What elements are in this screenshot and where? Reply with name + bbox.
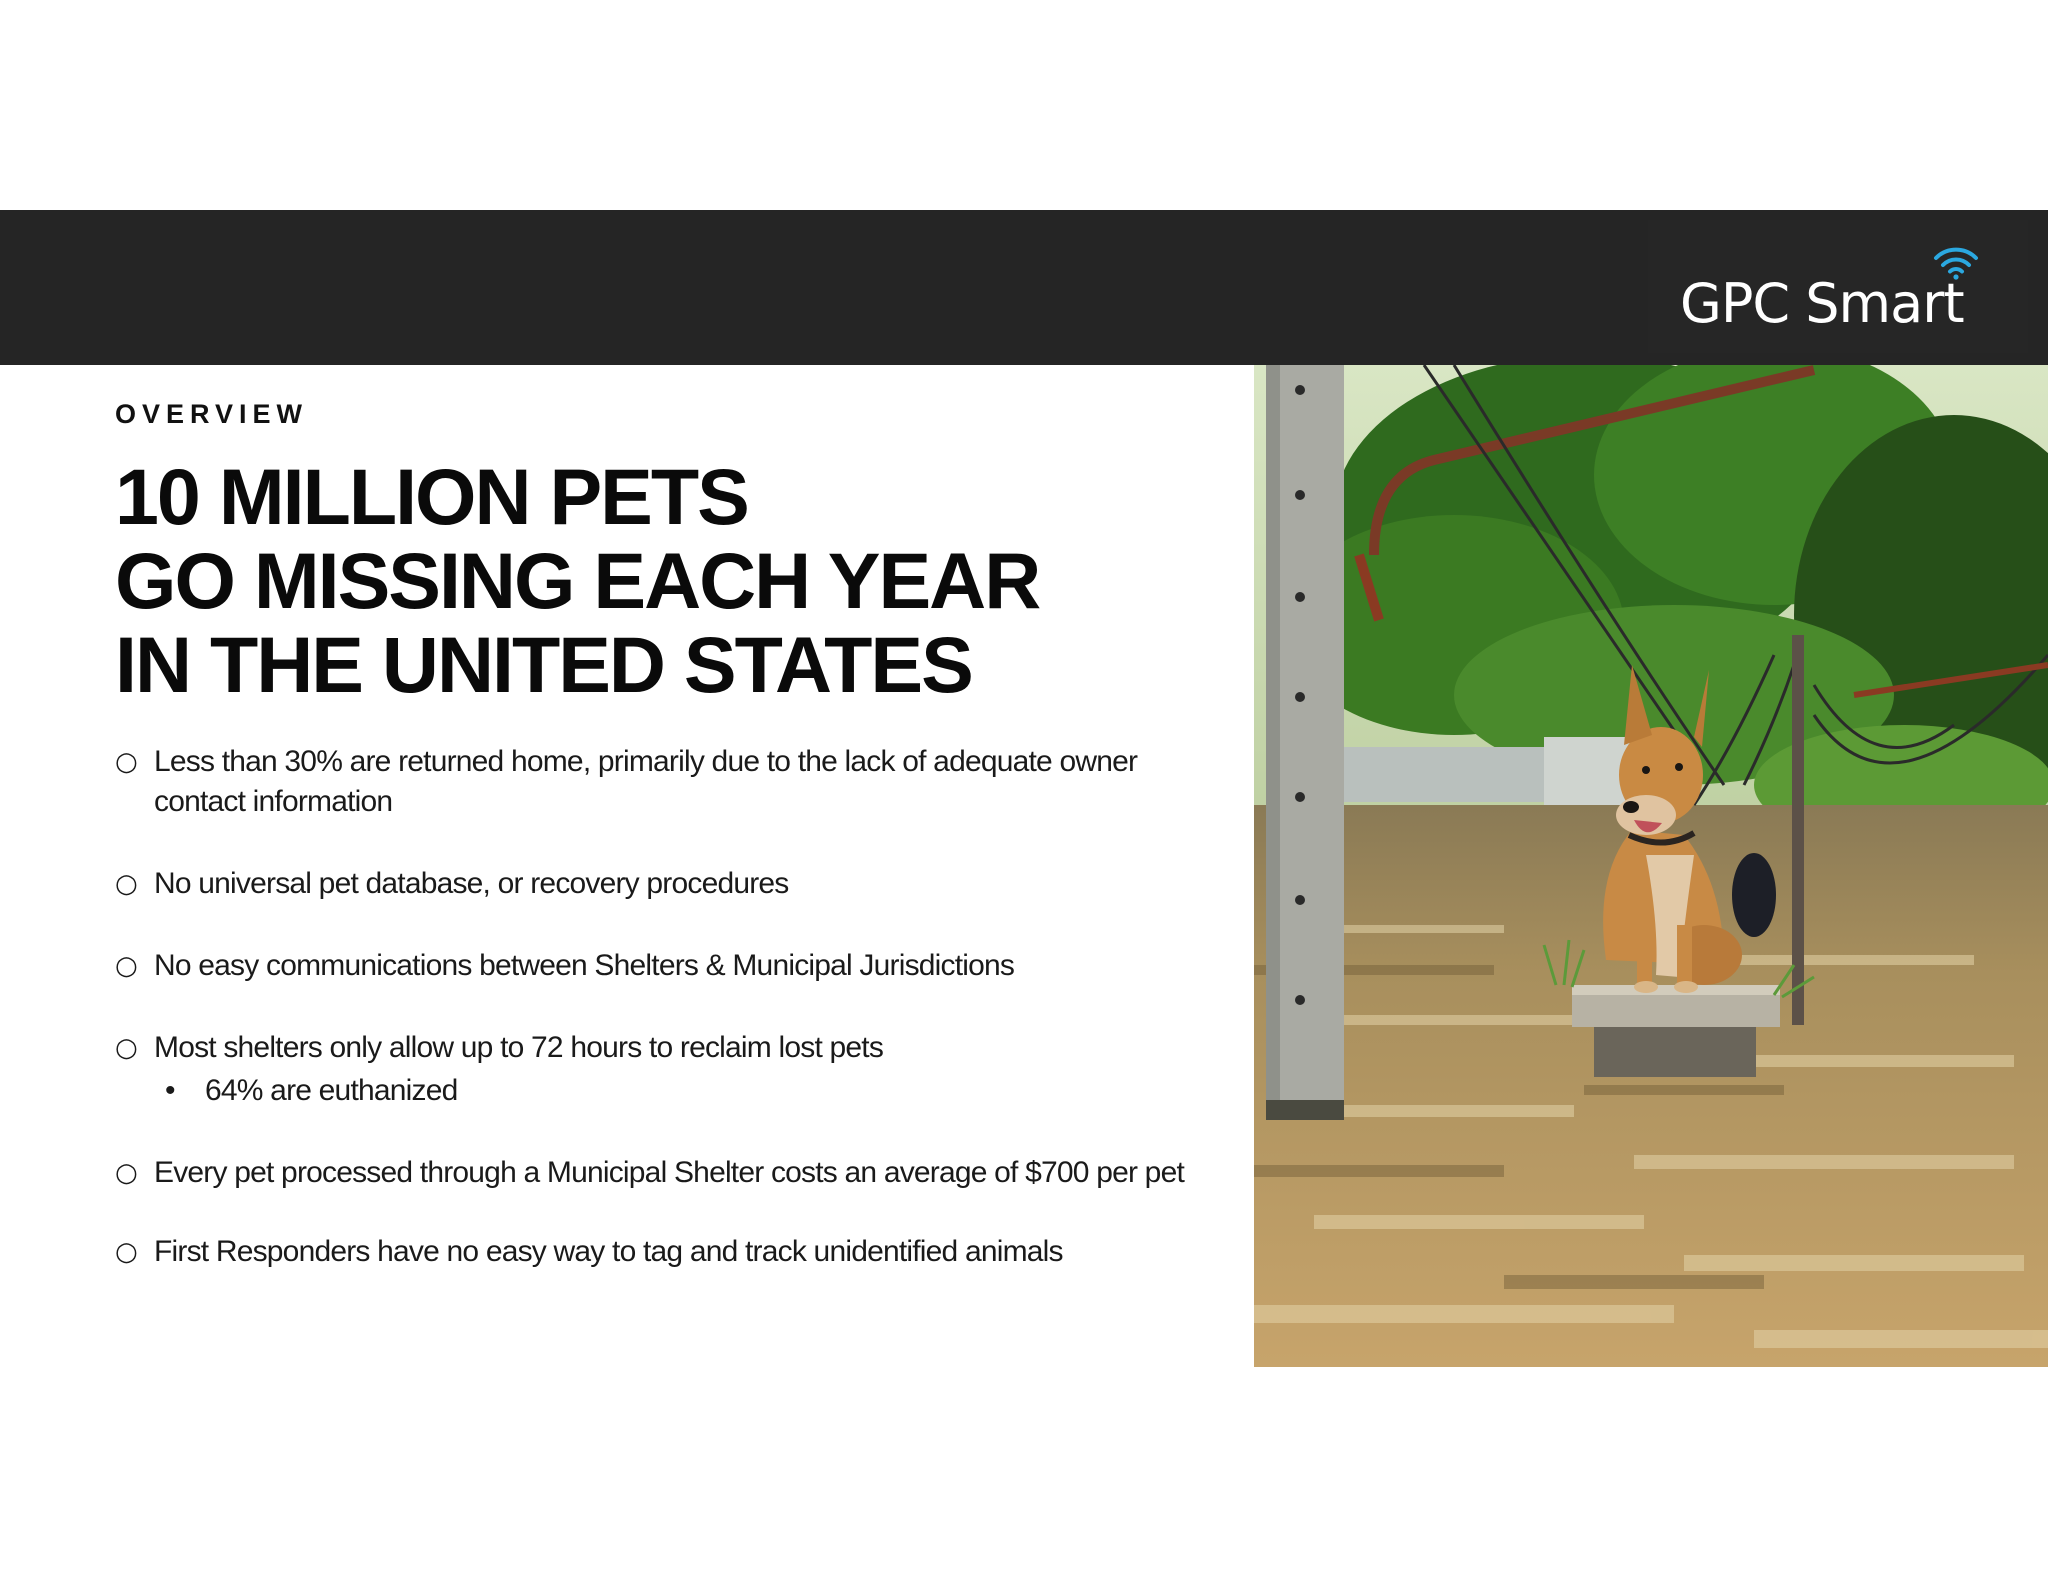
circle-bullet-icon: ○ (115, 951, 137, 981)
list-item-text: Less than 30% are returned home, primarily due to the lack of adequate owner contact information (154, 745, 1138, 818)
brand-logo (1648, 220, 2028, 353)
headline-line: 10 MILLION PETS (115, 452, 748, 541)
dot-bullet-icon: • (165, 1074, 175, 1107)
headline-line: IN THE UNITED STATES (115, 620, 972, 709)
section-eyebrow: OVERVIEW (115, 399, 309, 429)
circle-bullet-icon: ○ (115, 1158, 137, 1188)
list-item-text: Most shelters only allow up to 72 hours to reclaim lost pets (154, 1031, 884, 1064)
photo-illustration (1254, 365, 2048, 1367)
circle-bullet-icon: ○ (115, 747, 137, 777)
sub-list-item-text: 64% are euthanized (205, 1074, 458, 1107)
headline-line: GO MISSING EACH YEAR (115, 536, 1040, 625)
list-item-text: First Responders have no easy way to tag and track unidentified animals (154, 1235, 1063, 1268)
flood-dog-photo (1254, 365, 2048, 1367)
headline (115, 452, 1235, 709)
list-item-text: No universal pet database, or recovery procedures (154, 867, 789, 900)
list-item-text: Every pet processed through a Municipal Shelter costs an average of $700 per pet (154, 1156, 1184, 1189)
list-item-text: No easy communications between Shelters & Municipal Jurisdictions (154, 949, 1015, 982)
circle-bullet-icon: ○ (115, 869, 137, 899)
circle-bullet-icon: ○ (115, 1033, 137, 1063)
header-bar (0, 210, 2048, 365)
brand-name: GPC Smart (1680, 272, 1964, 335)
circle-bullet-icon: ○ (115, 1237, 137, 1267)
